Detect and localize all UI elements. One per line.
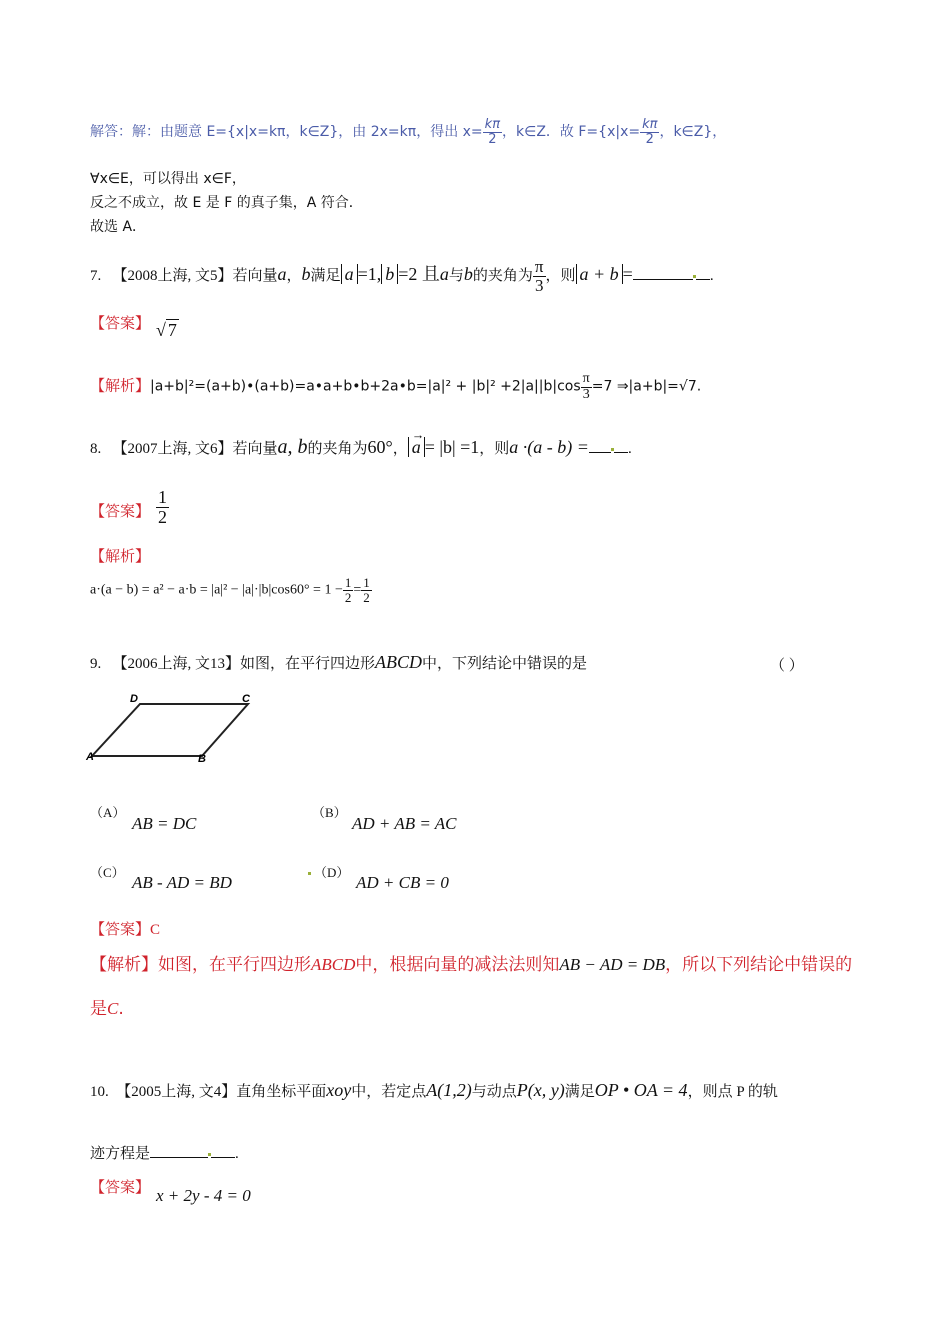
prev-solution-line2: ∀x∈E，可以得出 x∈F， (90, 171, 246, 187)
kpi-over-2-fraction-2: $\frac{k\pi}{2}$ (642, 117, 658, 147)
q9-option-c: AB - AD = BD (132, 873, 232, 892)
q8-source: 【2007上海, 文6】 (112, 441, 233, 457)
prev-solution-text-c: ，k∈Z}， (659, 124, 727, 141)
prev-solution-line3: 反之不成立，故 E 是 F 的真子集，A 符合． (90, 195, 363, 211)
q10-source: 【2005上海, 文4】 (116, 1084, 237, 1100)
q9-analysis-line2: 是C. (90, 999, 124, 1019)
q9-source: 【2006上海, 文13】 (112, 656, 241, 672)
q10-line2: 迹方程是 . (90, 1146, 239, 1162)
q10-answer-label: 【答案】 (90, 1178, 151, 1196)
prev-solution-line1 (90, 118, 726, 146)
question-7: 7. 【2008上海, 文5】若向量a，b满足 a =1, b =2 且a与b的夹角为 $\frac{\pi}{3}$ ，则 a + b = . (90, 257, 714, 295)
q9-analysis-line1: 【解析】如图，在平行四边形ABCD中，根据向量的减法法则知AB − AD = DB，所以下列结论中错误的 (90, 955, 853, 975)
q9-option-b-label: （B） (312, 805, 347, 820)
q9-number: 9. (90, 656, 102, 672)
question-9: 9. 【2006上海, 文13】如图，在平行四边形ABCD中，下列结论中错误的是 (90, 652, 588, 672)
q9-dot (308, 872, 311, 875)
q7-answer-blank (633, 278, 693, 280)
q7-source: 【2008上海, 文5】 (112, 267, 233, 284)
q9-option-d: AD + CB = 0 (356, 873, 449, 892)
q8-analysis-label: 【解析】 (90, 547, 151, 565)
q7-analysis-label: 【解析】 (90, 376, 151, 395)
prev-solution-text-a: 解：由题意 E={x|x=kπ，k∈Z}，由 2x=kπ，得出 x= (132, 124, 483, 141)
q8-analysis: a·(a − b) = a² − a·b = |a|² − |a|·|b|cos60° = 1 − $\frac{1}{2}$ = $\frac{1}{2}$ (90, 575, 370, 605)
figure-label-d: D (130, 693, 138, 705)
q9-answer: 【答案】C (90, 920, 161, 938)
figure-label-a: A (86, 751, 94, 763)
q9-option-b: AD + AB = AC (352, 814, 457, 833)
kpi-over-2-fraction: $\frac{k\pi}{2}$ (484, 117, 501, 147)
prev-solution-label: 解答： (90, 124, 132, 141)
question-8: 8. 【2007上海, 文6】若向量a, b的夹角为60°，→ a = |b| =1，则a ·(a - b) = . (90, 436, 632, 459)
q10-number: 10. (90, 1084, 109, 1100)
q7-answer-label: 【答案】 (90, 314, 151, 332)
figure-label-c: C (242, 693, 250, 705)
q8-answer-label: 【答案】 (90, 502, 151, 520)
q10-answer-blank (150, 1156, 208, 1158)
parallelogram-figure (84, 688, 264, 778)
q7-pi-over-3: $\frac{\pi}{3}$ (534, 257, 544, 295)
q9-answer-label: 【答案】 (90, 920, 151, 938)
q7-analysis: 【解析】|a+b|²=(a+b)•(a+b)=a•a+b•b+2a•b=|a|² + |b|² +2|a||b|cos $\frac{\pi}{3}$ =7 ⇒|a+b|=√7. (90, 371, 702, 402)
q9-option-a-label: （A） (90, 805, 126, 820)
q10-answer: x + 2y - 4 = 0 (156, 1186, 251, 1205)
q9-option-d-label: （D） (314, 865, 350, 880)
q9-option-a: AB = DC (132, 814, 197, 833)
prev-solution-line4: 故选 A． (90, 219, 147, 235)
q8-answer-blank (589, 451, 611, 453)
q9-option-c-label: （C） (90, 865, 125, 880)
q7-answer: √ 7 (156, 320, 177, 340)
q7-analysis-pi-over-3: $\frac{\pi}{3}$ (582, 371, 590, 402)
q9-answer-paren: （ ） (770, 658, 804, 674)
prev-solution-text-b: ，k∈Z．故 F={x|x= (502, 124, 641, 141)
q8-number: 8. (90, 441, 102, 457)
figure-label-b: B (198, 753, 206, 765)
question-10: 10. 【2005上海, 文4】直角坐标平面xoy中，若定点A(1,2)与动点P(x, y)满足OP • OA = 4，则点 P 的轨 (90, 1080, 778, 1100)
q7-number: 7. (90, 267, 102, 284)
q8-answer: $\frac{1}{2}$ (158, 487, 167, 527)
